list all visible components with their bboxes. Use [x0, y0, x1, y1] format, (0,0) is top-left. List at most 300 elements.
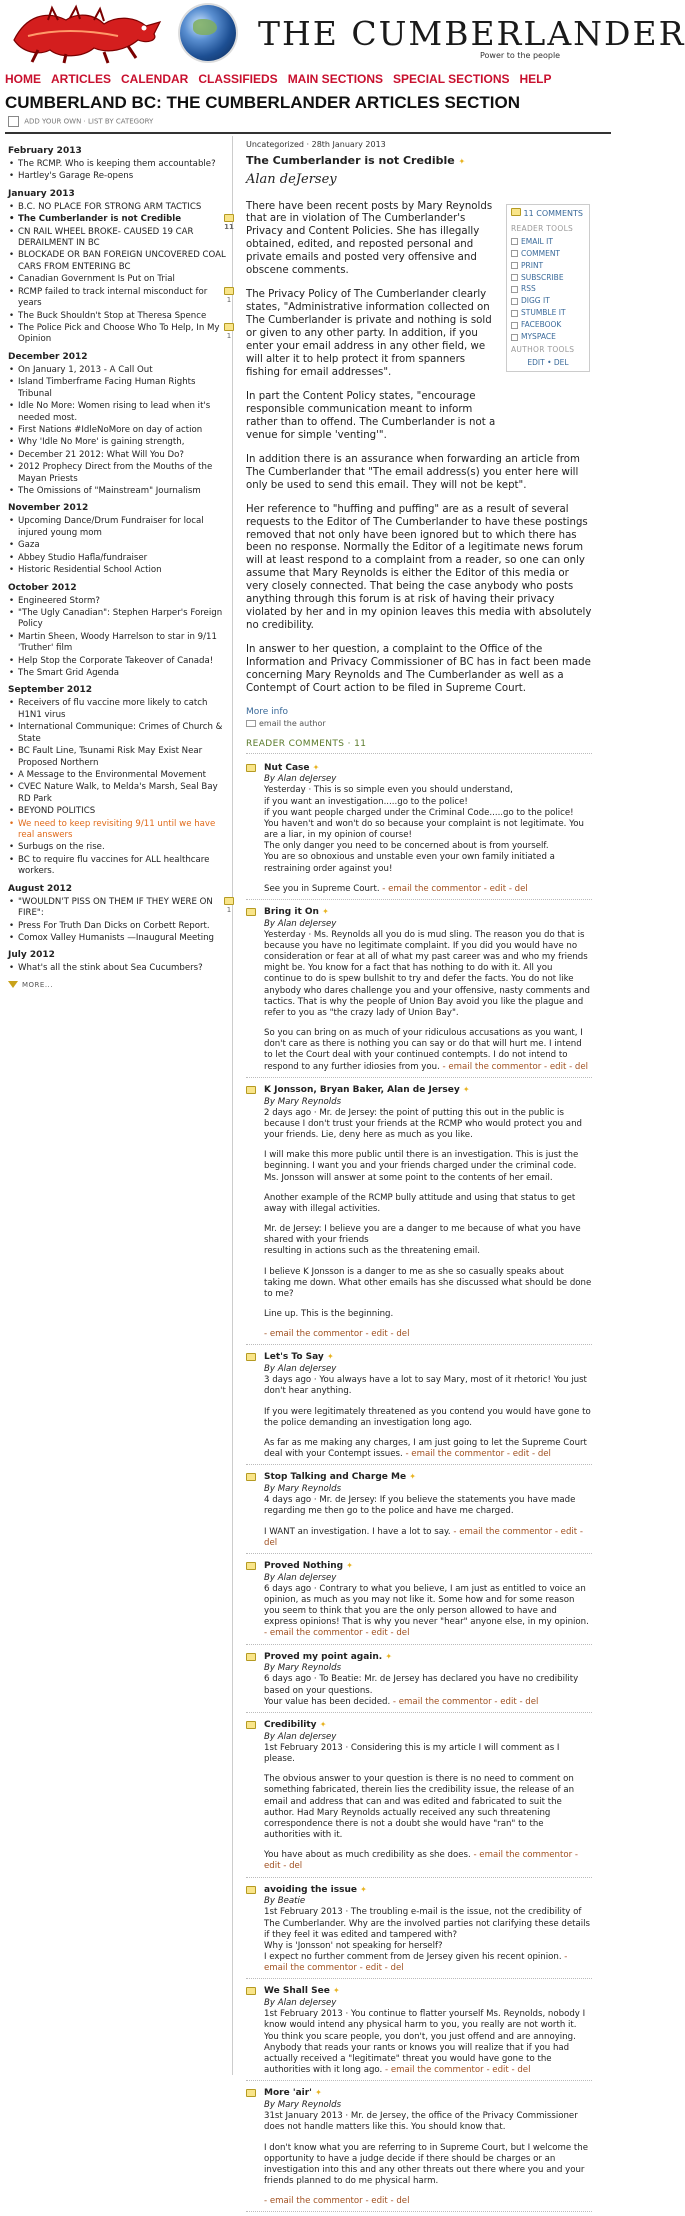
email-author-link[interactable]	[246, 719, 592, 730]
comments-list	[246, 760, 592, 2213]
comment-action-links[interactable]: - email the commentor - edit - del	[379, 883, 528, 894]
sidebar-article-title[interactable]: The Cumberlander is not Credible	[18, 214, 182, 225]
comment-text: Yesterday · Ms. Reynolds all you do is mud sling. The reason you do that is because you have no legitimate complaint. If you did you would have no consideration or fear at all of what my past career was and who my friends might be. You know for a fact that has nothing to do with it. All you continue to do is spew bullshit to try and defer the facts. You do not like anybody who dares challenge you and your offensive, nasty comments and tactics. That is why the people of Union Bay avoid you like the plague and refer to you as "the crazy lady of Union Bay".	[264, 929, 590, 1018]
comment-title	[264, 907, 592, 919]
comment-icon	[246, 1886, 256, 1894]
main-nav	[5, 72, 611, 88]
sidebar-article-link[interactable]	[8, 365, 226, 376]
sidebar-article-title[interactable]: The Buck Shouldn't Stop at Theresa Spence	[18, 310, 207, 321]
sidebar-article-link[interactable]	[8, 227, 226, 250]
sidebar-article-title[interactable]: Engineered Storm?	[18, 595, 100, 606]
sidebar-article-title[interactable]: 2012 Prophecy Direct from the Mouths of the Mayan Priests	[18, 462, 213, 484]
sidebar-article-link[interactable]	[8, 377, 226, 400]
comment-paragraph	[264, 1743, 592, 1765]
comment-paragraph	[264, 1527, 592, 1549]
sidebar-article-title[interactable]: Historic Residential School Action	[18, 565, 162, 576]
comment-text: Yesterday · This is so simple even you should understand, if you want an investigation.....go to the police! if you want people charged under the Criminal Code.....go to the police! You haven't and won't do so because your complaint is not legitimate. You are a liar, in my opinion of course! The only danger you need to be concerned about is from yourself. You are so obnoxious and unstable even your own family initiated a restraining order against you!	[264, 785, 584, 874]
comment-title-text: Proved my point again.	[264, 1651, 383, 1662]
sidebar-article-title[interactable]: Surbugs on the rise.	[18, 842, 105, 853]
comment-action-links[interactable]: - email the commentor - edit - del	[382, 2065, 531, 2076]
comment-text: Line up. This is the beginning.	[264, 1309, 394, 1320]
sidebar-article-title[interactable]: BC to require flu vaccines for ALL healthcare workers.	[18, 854, 210, 877]
comment-title	[264, 2088, 592, 2100]
comment-paragraph	[264, 1150, 592, 1184]
sidebar-article-title[interactable]: RCMP failed to track internal misconduct for years	[18, 286, 208, 309]
sidebar-article-link[interactable]	[8, 806, 226, 817]
sidebar-article-title[interactable]: "WOULDN'T PISS ON THEM IF THEY WERE ON FIRE":	[18, 896, 213, 919]
sidebar-article-title[interactable]: Abbey Studio Hafla/fundraiser	[18, 552, 148, 563]
comment-title-text: Bring it On	[264, 906, 319, 917]
star-icon: ✦	[332, 1986, 340, 1996]
sidebar-article-title[interactable]: Island Timberframe Facing Human Rights Tribunal	[18, 377, 196, 399]
sidebar-month-heading: January 2013	[8, 188, 75, 199]
sidebar-article-link[interactable]	[8, 770, 226, 781]
sidebar-article-title[interactable]: "The Ugly Canadian": Stephen Harper's Foreign Policy	[18, 607, 223, 630]
article-main	[246, 140, 592, 2216]
comment-action-links[interactable]: - email the commentor - edit - del	[264, 1628, 410, 1639]
reader-tool-facebook[interactable]	[511, 320, 585, 330]
comment-icon	[246, 1987, 256, 1995]
article-author: Alan deJersey	[246, 172, 337, 188]
comment-title-text: Stop Talking and Charge Me	[264, 1472, 407, 1483]
pencil-icon	[8, 116, 19, 127]
sidebar-article-title[interactable]: Martin Sheen, Woody Harrelson to star in 9/11 'Truther' film	[18, 631, 217, 654]
comment-text: 31st January 2013 · Mr. de Jersey, the office of the Privacy Commissioner does not handle matters like this. You should know that.	[264, 2111, 578, 2133]
reader-tools-heading: READER TOOLS	[511, 223, 574, 233]
article-paragraph: In addition there is an assurance when forwarding an article from The Cumberlander that "The email address(s) you enter here will only be used to send this email. They will not be kept".	[246, 453, 580, 491]
sidebar-article-link[interactable]	[8, 425, 226, 436]
sidebar-article-link[interactable]	[8, 553, 226, 564]
comment-paragraph	[264, 2143, 592, 2188]
comment-paragraph	[264, 1309, 592, 1320]
nav-special-sections[interactable]: SPECIAL SECTIONS	[393, 72, 510, 86]
sidebar-month-heading: November 2012	[8, 503, 89, 514]
comment-author: By Alan deJersey	[264, 1998, 337, 2009]
column-divider	[232, 136, 233, 2075]
sidebar-article-link[interactable]	[8, 782, 226, 805]
article-title[interactable]	[246, 154, 592, 169]
reader-tool-rss[interactable]	[511, 284, 585, 294]
reader-tool-myspace[interactable]	[511, 332, 585, 342]
sidebar-month-heading: December 2012	[8, 351, 88, 362]
comment-author: By Alan deJersey	[264, 918, 337, 929]
sidebar-article-title[interactable]: The Smart Grid Agenda	[18, 668, 119, 679]
comment-title-text: We Shall See	[264, 1986, 330, 1997]
comment-item	[246, 760, 592, 900]
sidebar-article-title[interactable]: BEYOND POLITICS	[18, 806, 96, 817]
sidebar-comment-number[interactable]: 11	[224, 223, 234, 232]
sidebar-article-title[interactable]: Upcoming Dance/Drum Fundraiser for local injured young mom	[18, 516, 204, 538]
sidebar-article-title[interactable]: B.C. NO PLACE FOR STRONG ARM TACTICS	[18, 201, 202, 212]
nav-calendar[interactable]: CALENDAR	[121, 72, 189, 86]
comment-title	[264, 1720, 592, 1732]
comment-author: By Alan deJersey	[264, 1572, 337, 1583]
tool-icon	[511, 274, 518, 281]
reader-tool-label[interactable]: COMMENT	[521, 248, 561, 258]
star-icon: ✦	[346, 1560, 353, 1570]
comment-paragraph	[264, 1495, 592, 1517]
reader-tool-digg-it[interactable]	[511, 296, 585, 306]
sidebar-article-title[interactable]: CVEC Nature Walk, to Melda's Marsh, Seal Bay RD Park	[18, 782, 218, 804]
comment-action-links[interactable]: - email the commentor - edit - del	[264, 1329, 410, 1340]
comment-text: If you were legitimately threatened as you contend you would have gone to the police demanding an investigation long ago.	[264, 1406, 591, 1428]
sidebar-article-title[interactable]: Receivers of flu vaccine more likely to catch H1N1 virus	[18, 698, 208, 720]
nav-main-sections[interactable]: MAIN SECTIONS	[287, 72, 384, 86]
comment-text: 6 days ago · Contrary to what you believe, I am just as entitled to voice an opinion, as much as you may not like it. Some how and for some reason you seem to think that you are the only person allowed to have and express opinions! That is why you never "hear" anyone else, in my opinion.	[264, 1583, 589, 1628]
article-title-text[interactable]: The Cumberlander is not Credible	[246, 153, 455, 167]
star-icon: ✦	[458, 156, 466, 166]
comment-paragraph	[264, 930, 592, 1019]
sidebar-article-link[interactable]	[8, 462, 226, 485]
comment-author: By Mary Reynolds	[264, 1663, 342, 1674]
page-title: CUMBERLAND BC: THE CUMBERLANDER ARTICLES SECTION	[5, 93, 521, 112]
sidebar-article-title[interactable]: Comox Valley Humanists —Inaugural Meeting	[18, 932, 214, 943]
comment-paragraph	[264, 785, 592, 874]
sidebar-article-title[interactable]: CN RAIL WHEEL BROKE- CAUSED 19 CAR DERAILMENT IN BC	[18, 226, 194, 249]
author-tools-heading: AUTHOR TOOLS	[511, 345, 575, 355]
sidebar-article-link[interactable]	[8, 819, 226, 842]
sidebar-article-link[interactable]	[8, 746, 226, 769]
comment-title-text: Proved Nothing	[264, 1560, 344, 1571]
reader-tool-label[interactable]: PRINT	[521, 260, 544, 270]
comment-text: 1st February 2013 · You continue to flatter yourself Ms. Reynolds, nobody I know would intend any physical harm to you, you really are not worth it. You think you scare people, you don't, you just offend and are annoying. Anybody that reads your rants or knows you will realize that if you had actually received a "legitimate" threat you would have gone to the authorities with it long ago.	[264, 2009, 586, 2076]
comment-item	[246, 1558, 592, 1645]
comment-text: 3 days ago · You always have a lot to say Mary, most of it rhetoric! You just don't hear anything.	[264, 1375, 587, 1397]
comment-title-text: K Jonsson, Bryan Baker, Alan de Jersey	[264, 1084, 460, 1095]
sidebar-comment-count[interactable]	[224, 897, 234, 914]
reader-tool-label[interactable]: MYSPACE	[521, 332, 556, 342]
comment-paragraph	[264, 1193, 592, 1215]
envelope-icon	[246, 720, 256, 727]
add-your-own-link[interactable]: ADD YOUR OWN	[24, 117, 82, 126]
comment-author: By Alan deJersey	[264, 774, 337, 785]
comment-author: By Mary Reynolds	[264, 1484, 342, 1495]
nav-classifieds[interactable]: CLASSIFIEDS	[198, 72, 278, 86]
tool-icon	[511, 310, 518, 317]
sidebar-article-link[interactable]	[8, 202, 226, 213]
reader-tool-label[interactable]: DIGG IT	[521, 296, 550, 306]
comment-item	[246, 2085, 592, 2212]
list-by-category-link[interactable]: LIST BY CATEGORY	[88, 117, 154, 126]
comment-title	[264, 1472, 592, 1484]
comment-paragraph	[264, 1329, 592, 1340]
comment-text: See you in Supreme Court.	[264, 883, 380, 894]
comment-text: Another example of the RCMP bully attitude and using that status to get away with illegal activities.	[264, 1192, 576, 1214]
tool-icon	[511, 334, 518, 341]
sidebar-article-title[interactable]: Why 'Idle No More' is gaining strength,	[18, 437, 185, 448]
comment-text: 2 days ago · Mr. de Jersey: the point of putting this out in the public is because I don't trust your friends at the RCMP who would protect you and your friends. Lie, deny here as much as you like.	[264, 1107, 582, 1141]
comment-text: 1st February 2013 · Considering this is my article I will comment as I please.	[264, 1742, 560, 1764]
comment-item	[246, 1082, 592, 1346]
comment-paragraph	[264, 884, 592, 895]
more-text[interactable]: MORE...	[22, 980, 54, 989]
comment-paragraph	[264, 2111, 592, 2133]
comment-title	[264, 1652, 592, 1664]
sidebar-article-title[interactable]: The Police Pick and Choose Who To Help, In My Opinion	[18, 323, 220, 345]
edit-del-link[interactable]: EDIT • DEL	[527, 358, 569, 368]
sidebar-comment-number[interactable]: 1	[226, 905, 232, 914]
sidebar-article-title[interactable]: On January 1, 2013 - A Call Out	[18, 364, 153, 375]
sidebar-article-link[interactable]	[8, 632, 226, 655]
reader-tools-box	[506, 204, 590, 372]
article-meta: Uncategorized · 28th January 2013	[246, 140, 386, 149]
comment-paragraph	[264, 1375, 592, 1397]
comment-author: By Alan deJersey	[264, 1731, 337, 1742]
sidebar-article-link[interactable]	[8, 401, 226, 424]
comment-icon	[246, 2089, 256, 2097]
comment-title	[264, 1885, 592, 1897]
comment-paragraph	[264, 1774, 592, 1841]
sidebar-article-title[interactable]: Canadian Government Is Put on Trial	[18, 274, 175, 285]
comment-paragraph	[264, 1850, 592, 1872]
sidebar-article-title[interactable]: We need to keep revisiting 9/11 until we have real answers	[18, 818, 216, 841]
sidebar-month-heading: February 2013	[8, 146, 82, 156]
comment-title	[264, 1561, 592, 1573]
sidebar-comment-number[interactable]: 1	[226, 295, 232, 304]
comment-icon	[224, 214, 234, 222]
reader-tool-stumble-it[interactable]	[511, 308, 585, 318]
star-icon: ✦	[315, 2088, 322, 2098]
sidebar-article-link[interactable]	[8, 437, 226, 448]
nav-articles[interactable]: ARTICLES	[51, 72, 111, 86]
comment-paragraph	[264, 1028, 592, 1073]
sidebar-article-link[interactable]	[8, 698, 226, 721]
tool-icon	[511, 322, 518, 329]
comment-paragraph	[264, 2009, 592, 2076]
comment-title-text: Credibility	[264, 1719, 317, 1730]
star-icon: ✦	[462, 1084, 470, 1094]
sidebar-article-link[interactable]	[8, 722, 226, 745]
comment-text: As far as me making any charges, I am just going to let the Supreme Court deal with your Contempt issues.	[264, 1437, 587, 1460]
reader-tool-print[interactable]	[511, 261, 585, 271]
comment-paragraph	[264, 1267, 592, 1301]
comment-action-links[interactable]: - email the commentor - edit - del	[264, 2196, 410, 2207]
comment-text: You have about as much credibility as she does.	[264, 1850, 471, 1861]
sidebar-article-link[interactable]	[8, 842, 226, 853]
comment-author: By Beatie	[264, 1896, 306, 1907]
star-icon: ✦	[385, 1651, 393, 1661]
globe-logo[interactable]	[180, 5, 236, 61]
nav-help[interactable]: HELP	[519, 72, 552, 86]
sidebar-article-title[interactable]: Help Stop the Corporate Takeover of Canada!	[18, 655, 214, 666]
sidebar-article-link[interactable]	[8, 311, 226, 322]
comment-item	[246, 1349, 592, 1465]
sidebar-article-link[interactable]	[8, 855, 226, 878]
dragon-logo[interactable]	[8, 6, 168, 64]
comment-icon	[246, 1473, 256, 1481]
comment-icon	[246, 1353, 256, 1361]
reader-tool-label[interactable]: SUBSCRIBE	[521, 272, 564, 282]
sidebar-article-link[interactable]	[8, 274, 226, 285]
comment-action-links[interactable]: - email the commentor - edit - del	[264, 1850, 579, 1872]
reader-comments-heading: READER COMMENTS · 11	[246, 739, 592, 754]
sidebar-month-heading: October 2012	[8, 582, 77, 593]
comment-text: The obvious answer to your question is there is no need to comment on something fabricated, therein lies the credibility issue, the release of an email and address that can and was edited and fabricated to suit the author. Had Mary Reynolds actually received any such threatening correspondence there is not a doubt she would have "ran" to the authorities with it.	[264, 1774, 575, 1841]
comment-action-links[interactable]: - email the commentor - edit - del	[402, 1449, 551, 1460]
comment-text: 1st February 2013 · The troubling e-mail is the issue, not the credibility of The Cumberlander. Why are the involved parties not clarifying these details if they feel it was edited and tampered with? Why is 'Jonsson' not speaking for herself? I expect no further comment from de Jersey given his recent opinion.	[264, 1907, 591, 1963]
sidebar-article-link[interactable]	[8, 450, 226, 461]
more-info-heading: More info	[246, 706, 289, 717]
sidebar-article-link[interactable]	[8, 656, 226, 667]
sidebar-article-link[interactable]	[8, 171, 226, 182]
sidebar-article-link[interactable]	[8, 486, 226, 497]
comment-title	[264, 1352, 592, 1364]
comment-item	[246, 1882, 592, 1980]
star-icon: ✦	[319, 1719, 327, 1729]
reader-tool-label[interactable]: RSS	[521, 284, 536, 294]
comment-paragraph	[264, 1108, 592, 1142]
comment-icon	[511, 208, 521, 216]
sub-bar: ADD YOUR OWN · LIST BY CATEGORY	[8, 116, 153, 127]
article-paragraph: In part the Content Policy states, "encourage responsible communication meant to inform rather than to offend. The Cumberlander is not a venue for simple 'venting'".	[246, 390, 496, 441]
site-name[interactable]: THE CUMBERLANDER	[258, 14, 685, 53]
sidebar-article-link[interactable]	[8, 323, 232, 346]
comment-title-text: More 'air'	[264, 2088, 312, 2099]
tool-icon	[511, 298, 518, 305]
sidebar-article-title[interactable]: First Nations #IdleNoMore on day of action	[18, 424, 203, 435]
comment-text: 6 days ago · To Beatie: Mr. de Jersey has declared you have no credibility based on your questions. Your value has been decided.	[264, 1674, 579, 1707]
sidebar-month-heading: September 2012	[8, 685, 92, 696]
reader-tool-subscribe[interactable]	[511, 273, 585, 283]
sidebar-article-link[interactable]	[8, 250, 226, 273]
sidebar-comment-count[interactable]	[224, 287, 234, 304]
sidebar-article-title[interactable]: The Omissions of "Mainstream" Journalism	[18, 486, 201, 497]
comment-icon	[246, 1653, 256, 1661]
comment-title-text: Let's To Say	[264, 1352, 324, 1363]
comment-item	[246, 904, 592, 1078]
sidebar-comment-count[interactable]	[224, 323, 234, 340]
reader-tool-comment[interactable]	[511, 249, 585, 259]
comment-icon	[224, 323, 234, 331]
comment-paragraph	[264, 1438, 592, 1460]
comment-item	[246, 1983, 592, 2081]
comment-title-text: Nut Case	[264, 762, 310, 773]
article-paragraph: In answer to her question, a complaint to the Office of the Information and Privacy Commissioner of BC has in fact been made concerning Mary Reynolds and The Cumberlander as well as a Contempt of Court action to be filed in Supreme Court.	[246, 644, 591, 694]
comment-text: 4 days ago · Mr. de Jersey: If you believe the statements you have made regarding me then go to the police and have me charged.	[264, 1495, 576, 1517]
comment-author: By Mary Reynolds	[264, 1096, 342, 1107]
comment-paragraph	[264, 1407, 592, 1429]
sidebar-article-link[interactable]	[8, 286, 232, 310]
star-icon: ✦	[322, 906, 329, 916]
comment-icon	[246, 908, 256, 916]
comment-item	[246, 1469, 592, 1554]
comment-action-links[interactable]: - email the commentor - edit - del	[390, 1696, 539, 1707]
comment-author: By Alan deJersey	[264, 1364, 337, 1375]
sidebar-article-title[interactable]: Hartley's Garage Re-opens	[18, 171, 134, 182]
tool-icon	[511, 262, 518, 269]
comment-icon	[224, 287, 234, 295]
sidebar-article-link[interactable]	[8, 540, 226, 551]
sidebar-article-link[interactable]	[8, 596, 226, 607]
sidebar-article-title[interactable]: International Communique: Crimes of Church & State	[18, 722, 223, 744]
article-paragraph: Her reference to "huffing and puffing" are as a result of several requests to the Editor of The Cumberlander to have these postings removed that not only have been ignored but to which there has been no response. Normally the Editor of a legitimate news forum will at least respond to a complaint from a reader, so one can only assume that Mary Reynolds is either the Editor of this media or very closely connected. That being the case anybody who posts anything through this forum is at risk of having their privacy violated by her and in my opinion leaves this media with absolutely no credibility.	[246, 503, 592, 632]
sidebar-article-title[interactable]: Press For Truth Dan Dicks on Corbett Report.	[18, 920, 210, 931]
comment-text: I don't know what you are referring to in Supreme Court, but I welcome the opportunity to have a judge decide if there should be charges or an investigation into this and any other threats out there where you and your friends planned to do me physical harm.	[264, 2142, 589, 2187]
tool-icon	[511, 250, 518, 257]
sidebar-article-link[interactable]	[8, 896, 232, 920]
sidebar-article-title[interactable]: The RCMP. Who is keeping them accountable?	[18, 158, 216, 169]
star-icon: ✦	[409, 1472, 416, 1482]
sidebar-article-link[interactable]	[8, 159, 226, 170]
comment-icon	[246, 1086, 256, 1094]
comment-author: By Mary Reynolds	[264, 2100, 342, 2111]
sidebar-comment-number[interactable]: 1	[226, 332, 232, 340]
comment-icon	[246, 1562, 256, 1570]
article-paragraph: There have been recent posts by Mary Reynolds that are in violation of The Cumberlander's Privacy and Content Policies. She has illegally obtained, edited, and reposted personal and private emails and posted very offensive and obscene comments.	[246, 200, 493, 277]
sidebar-article-title[interactable]: What's all the stink about Sea Cucumbers?	[18, 963, 203, 974]
comment-item	[246, 1717, 592, 1878]
sidebar-article-link[interactable]	[8, 963, 226, 974]
comment-icon	[224, 897, 234, 905]
tool-icon	[511, 286, 518, 293]
comment-paragraph	[264, 2196, 592, 2207]
sidebar-article-title[interactable]: BLOCKADE OR BAN FOREIGN UNCOVERED COAL CARS FROM ENTERING BC	[18, 250, 226, 272]
sidebar-article-title[interactable]: BC Fault Line, Tsunami Risk May Exist Near Proposed Northern	[18, 746, 203, 768]
comment-paragraph	[264, 1584, 592, 1640]
sidebar-article-link[interactable]	[8, 668, 226, 679]
comment-text: So you can bring on as much of your ridiculous accusations as you want, I don't care as there is nothing you can say or do that will hurt me. I intend to let the Court deal with your continued contempts. I do not intend to respond to any further idiosies from you.	[264, 1028, 583, 1072]
comment-action-links[interactable]: - email the commentor - edit - del	[264, 1526, 583, 1548]
comment-action-links[interactable]: - email the commentor - edit - del	[264, 1952, 568, 1974]
comment-text: I believe K Jonsson is a danger to me as she so casually speaks about taking me down. What other emails has she discussed what should be done to me?	[264, 1266, 592, 1299]
nav-home[interactable]: HOME	[5, 72, 41, 86]
sidebar-article-link[interactable]	[8, 933, 226, 944]
star-icon: ✦	[312, 762, 320, 772]
sidebar-article-title[interactable]: December 21 2012: What Will You Do?	[18, 449, 184, 460]
reader-tool-label[interactable]: EMAIL IT	[521, 236, 553, 246]
comment-text: I WANT an investigation. I have a lot to say.	[264, 1526, 451, 1537]
comment-text: Mr. de Jersey: I believe you are a danger to me because of what you have shared with your friends resulting in actions such as the threatening email.	[264, 1224, 581, 1257]
sidebar-article-link[interactable]	[8, 608, 226, 631]
sidebar-month-heading: July 2012	[8, 950, 55, 961]
star-icon: ✦	[326, 1352, 334, 1362]
sidebar-article-link[interactable]	[8, 921, 226, 932]
reader-tool-email-it[interactable]	[511, 237, 585, 247]
comment-paragraph	[264, 1907, 592, 1974]
comment-title	[264, 1085, 592, 1097]
sidebar-article-title[interactable]: A Message to the Environmental Movement	[18, 769, 206, 780]
comment-icon	[246, 1721, 256, 1729]
comment-title	[264, 1986, 592, 1998]
comment-title-text: avoiding the issue	[264, 1884, 357, 1895]
comment-item	[246, 1649, 592, 1713]
article-paragraph: The Privacy Policy of The Cumberlander clearly states, "Administrative information collected on The Cumberlander is private and nothing is sold or given to any other party. In addition, if you enter your email address in any other field, we will alter it to help protect it from spanners fishing for email addresses".	[246, 289, 492, 378]
reader-tool-label[interactable]: STUMBLE IT	[521, 308, 566, 318]
star-icon: ✦	[360, 1884, 367, 1894]
sidebar-archive	[8, 140, 234, 990]
site-tagline: Power to the people	[480, 51, 561, 60]
comments-count-text[interactable]: 11 COMMENTS	[523, 209, 583, 218]
sidebar-article-link[interactable]	[8, 214, 234, 232]
comment-paragraph	[264, 1674, 592, 1708]
comments-count-link[interactable]	[511, 208, 585, 220]
tool-icon	[511, 238, 518, 245]
site-header	[0, 0, 685, 70]
comment-paragraph	[264, 1224, 592, 1258]
sidebar-month-heading: August 2012	[8, 883, 73, 894]
email-author-text[interactable]: email the author	[259, 718, 326, 728]
sidebar-article-title[interactable]: Gaza	[18, 540, 40, 551]
reader-tool-label[interactable]: FACEBOOK	[521, 320, 562, 330]
comment-action-links[interactable]: - email the commentor - edit - del	[439, 1061, 589, 1072]
sidebar-more-link[interactable]	[8, 981, 226, 990]
comment-text: I will make this more public until there is an investigation. This is just the beginning. I want you and your friends charged under the criminal code. Ms. Jonsson will answer at some point to the contents of her email.	[264, 1150, 579, 1183]
header-rule	[5, 132, 611, 134]
comment-icon	[246, 764, 256, 772]
sidebar-article-title[interactable]: Idle No More: Women rising to lead when it's needed most.	[18, 401, 211, 423]
sidebar-article-link[interactable]	[8, 516, 226, 539]
sidebar-article-link[interactable]	[8, 565, 226, 576]
